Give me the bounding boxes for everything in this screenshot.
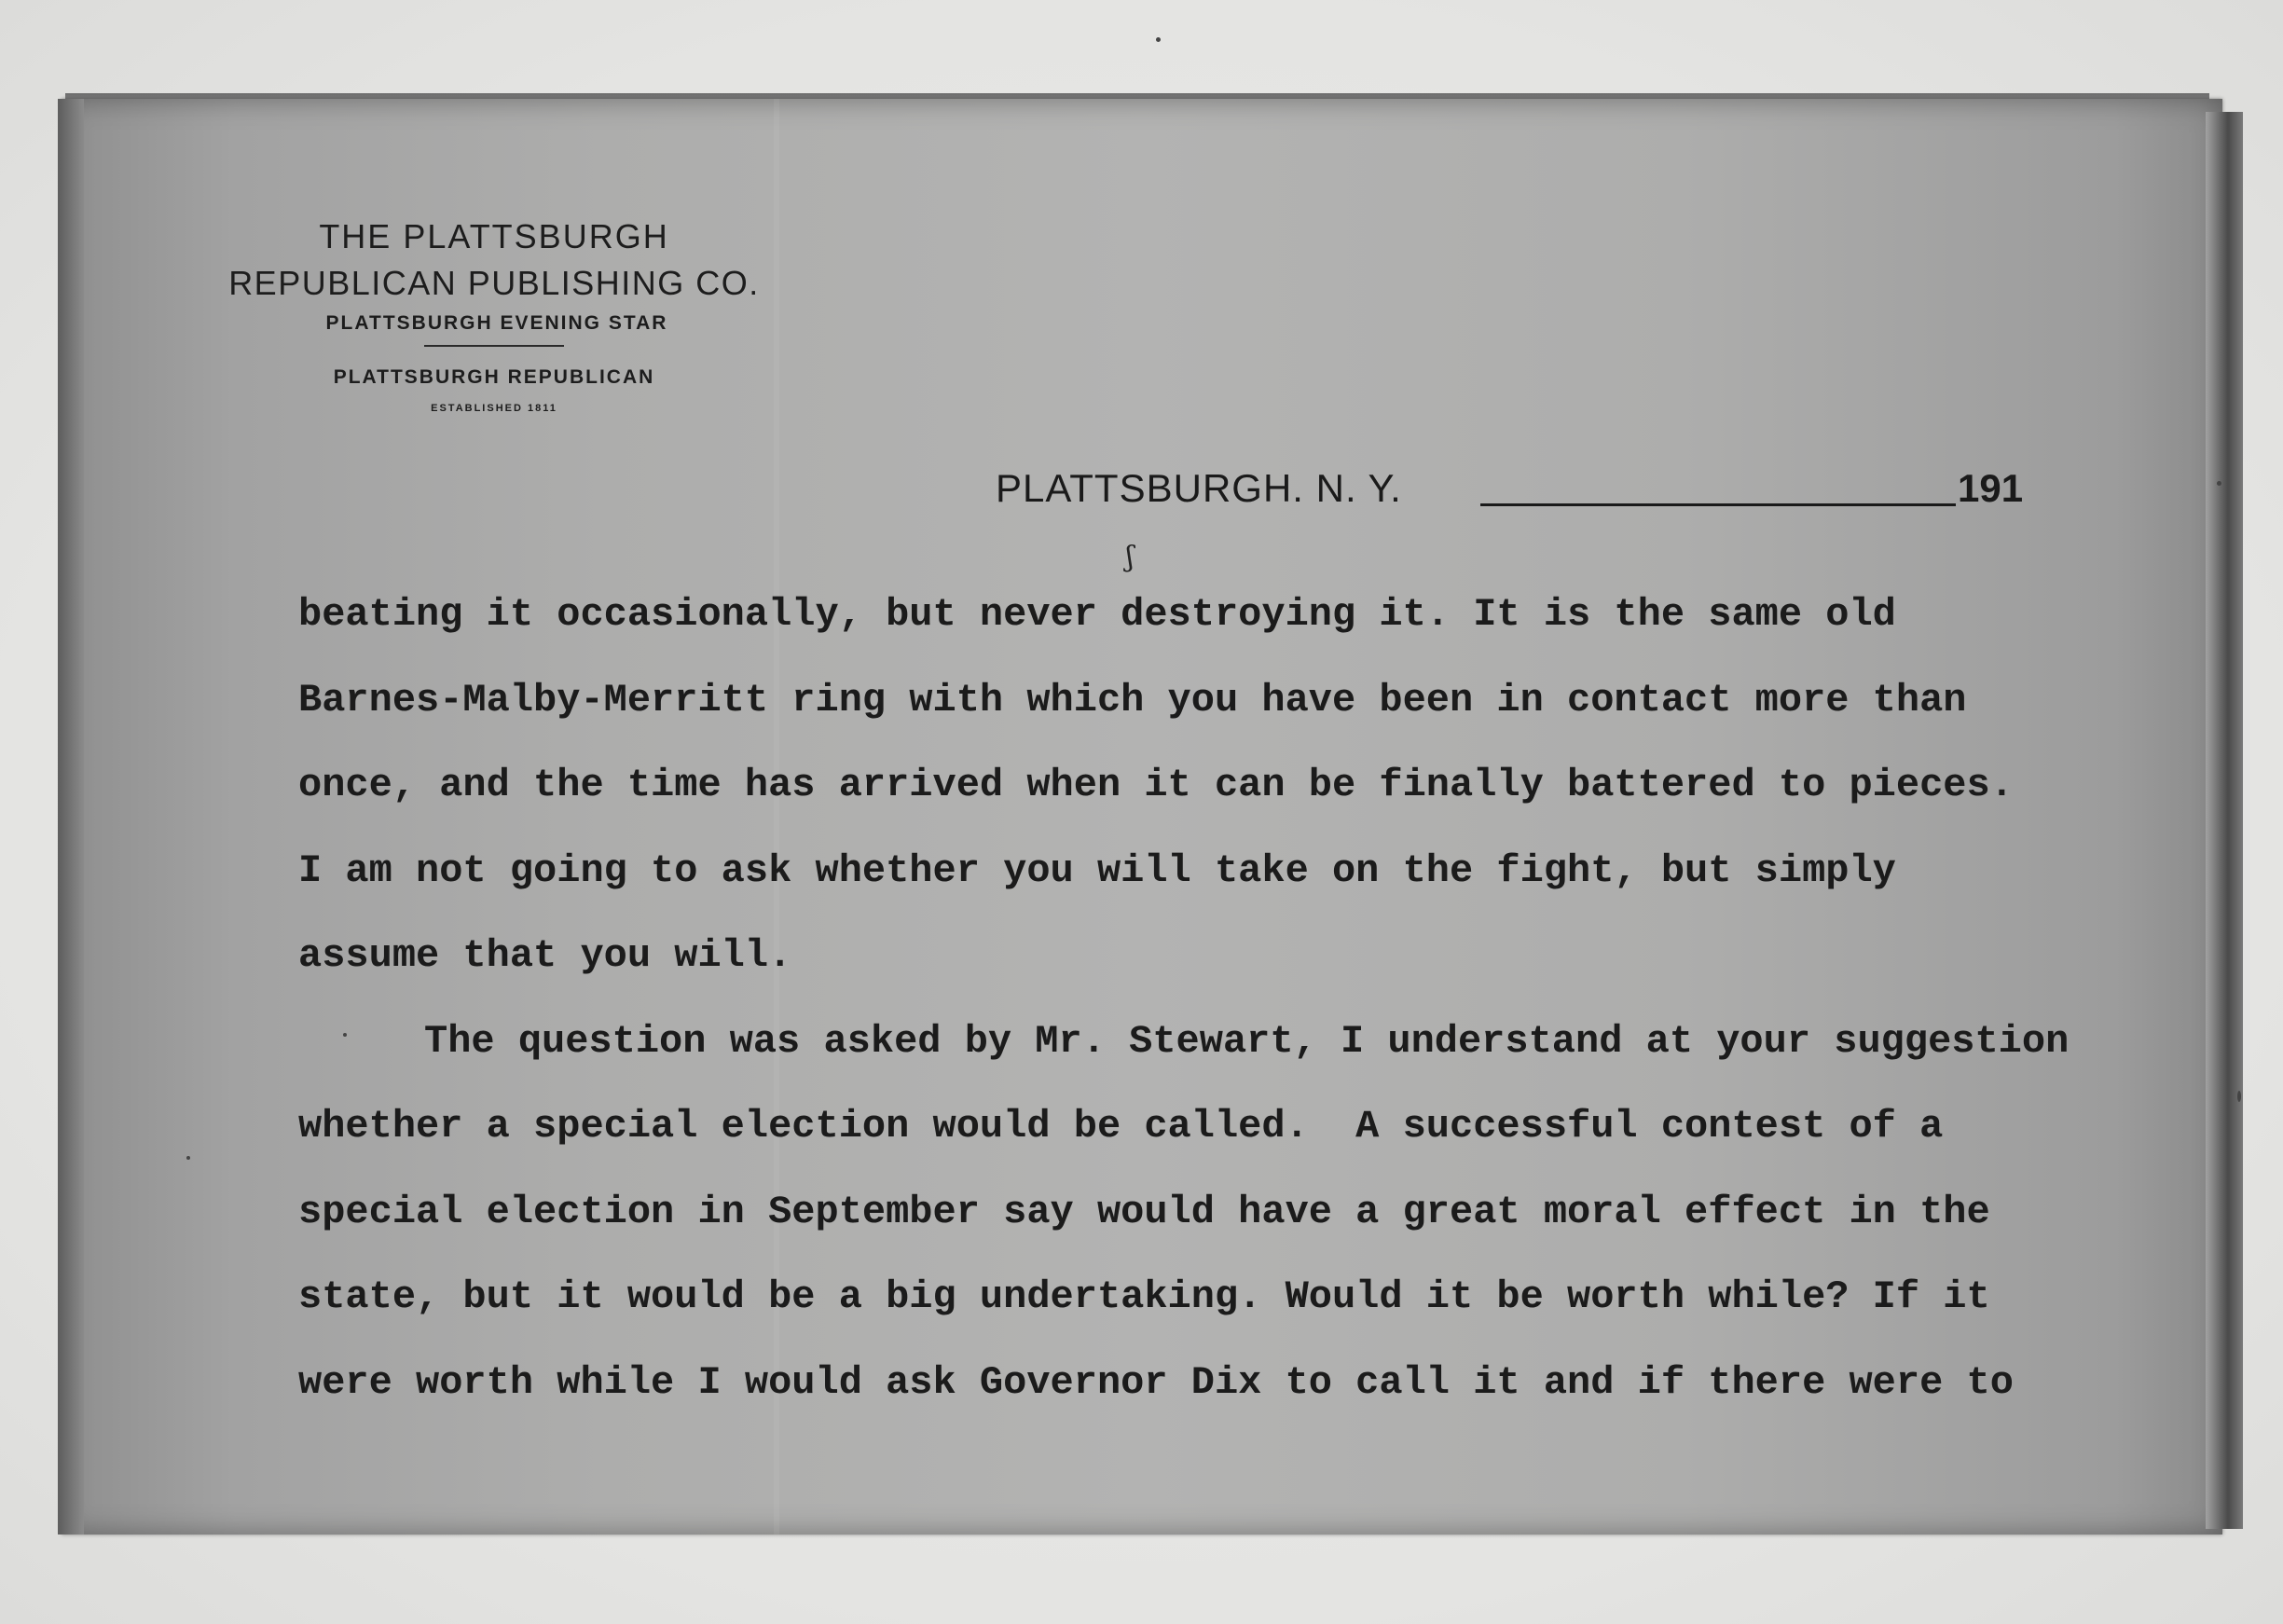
body-line: I am not going to ask whether you will take on the fight, but simply <box>298 847 1896 893</box>
dust-speck <box>2237 1091 2241 1102</box>
letterhead-company-line2: REPUBLICAN PUBLISHING CO. <box>228 264 760 302</box>
letterhead-divider <box>424 345 564 347</box>
body-line: state, but it would be a big undertaking. Would it be worth while? If it <box>298 1274 1990 1319</box>
body-line: once, and the time has arrived when it can be finally battered to pieces. <box>298 763 2014 807</box>
dateline-place: PLATTSBURGH. N. Y. <box>996 466 1402 510</box>
letterhead-company-line1: THE PLATTSBURGH <box>319 217 669 255</box>
body-line: beating it occasionally, but never destroying it. It is the same old <box>298 592 1896 637</box>
paper-left-edge <box>58 99 84 1535</box>
dateline-year: 191 <box>1958 466 2024 510</box>
letterhead <box>177 214 811 414</box>
letterhead-evening-star: PLATTSBURGH EVENING STAR <box>325 312 668 334</box>
body-line: were worth while I would ask Governor Dix to call it and if there were to <box>298 1359 2014 1405</box>
dateline-date-blank <box>1480 503 1956 506</box>
dust-speck <box>343 1033 347 1037</box>
body-line: special election in September say would have a great moral effect in the <box>298 1189 1990 1234</box>
body-line: Barnes-Malby-Merritt ring with which you have been in contact more than <box>298 677 1967 723</box>
dust-speck <box>1156 37 1161 42</box>
pen-mark: ʃ <box>1126 541 1135 573</box>
letter-body <box>298 572 2172 1425</box>
paper-right-edge <box>2206 112 2243 1529</box>
dust-speck <box>2217 481 2221 486</box>
body-line: whether a special election would be called. A successful contest of a <box>298 1104 1944 1149</box>
dust-speck <box>186 1156 190 1160</box>
body-line-paragraph-start: The question was asked by Mr. Stewart, I understand at your suggestion <box>424 1018 2070 1064</box>
letterhead-established: ESTABLISHED 1811 <box>431 403 557 414</box>
letterhead-republican: PLATTSBURGH REPUBLICAN <box>333 366 655 388</box>
bleed-through-text <box>820 1492 2032 1529</box>
body-line: assume that you will. <box>298 933 792 978</box>
